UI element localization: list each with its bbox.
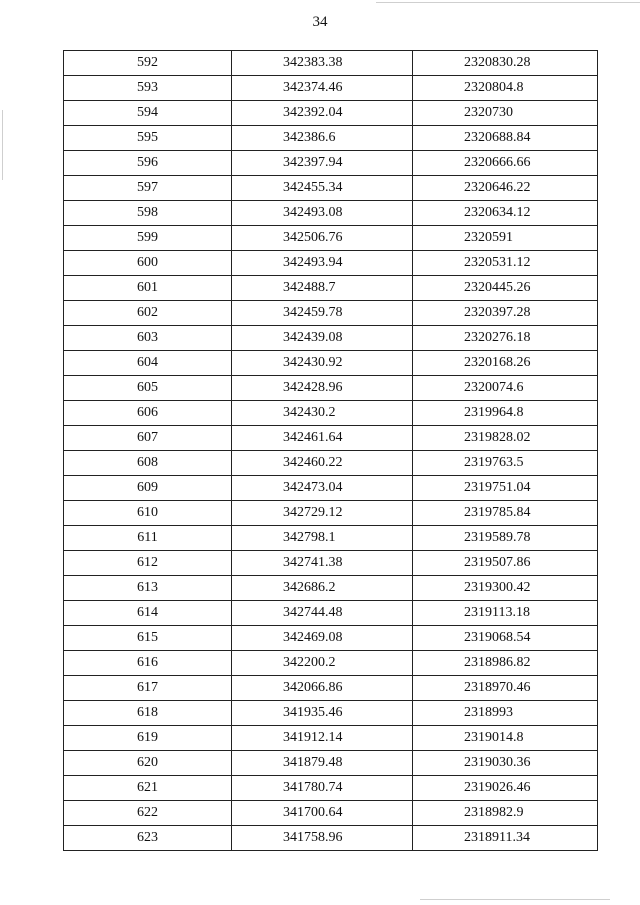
table-row bbox=[64, 201, 598, 226]
point-number-cell: 616 bbox=[64, 651, 232, 676]
table-row bbox=[64, 276, 598, 301]
point-number-cell: 617 bbox=[64, 676, 232, 701]
x-coordinate-cell: 341758.96 bbox=[232, 826, 413, 851]
y-coordinate-cell: 2320074.6 bbox=[413, 376, 598, 401]
x-coordinate-cell: 342469.08 bbox=[232, 626, 413, 651]
table-row bbox=[64, 126, 598, 151]
point-number-cell: 600 bbox=[64, 251, 232, 276]
y-coordinate-cell: 2320445.26 bbox=[413, 276, 598, 301]
y-coordinate-cell: 2319026.46 bbox=[413, 776, 598, 801]
x-coordinate-cell: 342460.22 bbox=[232, 451, 413, 476]
point-number-cell: 613 bbox=[64, 576, 232, 601]
table-row bbox=[64, 526, 598, 551]
scan-edge-line-top bbox=[376, 2, 640, 3]
y-coordinate-cell: 2320730 bbox=[413, 101, 598, 126]
point-number-cell: 596 bbox=[64, 151, 232, 176]
table-row bbox=[64, 76, 598, 101]
x-coordinate-cell: 341879.48 bbox=[232, 751, 413, 776]
point-number-cell: 602 bbox=[64, 301, 232, 326]
y-coordinate-cell: 2320634.12 bbox=[413, 201, 598, 226]
y-coordinate-cell: 2319030.36 bbox=[413, 751, 598, 776]
point-number-cell: 593 bbox=[64, 76, 232, 101]
y-coordinate-cell: 2319113.18 bbox=[413, 601, 598, 626]
y-coordinate-cell: 2320646.22 bbox=[413, 176, 598, 201]
x-coordinate-cell: 342200.2 bbox=[232, 651, 413, 676]
x-coordinate-cell: 342473.04 bbox=[232, 476, 413, 501]
x-coordinate-cell: 342744.48 bbox=[232, 601, 413, 626]
table-row bbox=[64, 576, 598, 601]
x-coordinate-cell: 341912.14 bbox=[232, 726, 413, 751]
point-number-cell: 603 bbox=[64, 326, 232, 351]
y-coordinate-cell: 2320666.66 bbox=[413, 151, 598, 176]
point-number-cell: 606 bbox=[64, 401, 232, 426]
x-coordinate-cell: 342686.2 bbox=[232, 576, 413, 601]
y-coordinate-cell: 2318970.46 bbox=[413, 676, 598, 701]
point-number-cell: 601 bbox=[64, 276, 232, 301]
point-number-cell: 621 bbox=[64, 776, 232, 801]
point-number-cell: 604 bbox=[64, 351, 232, 376]
table-row bbox=[64, 176, 598, 201]
y-coordinate-cell: 2320397.28 bbox=[413, 301, 598, 326]
y-coordinate-cell: 2319014.8 bbox=[413, 726, 598, 751]
point-number-cell: 611 bbox=[64, 526, 232, 551]
table-row bbox=[64, 251, 598, 276]
y-coordinate-cell: 2319300.42 bbox=[413, 576, 598, 601]
y-coordinate-cell: 2319068.54 bbox=[413, 626, 598, 651]
page-number: 34 bbox=[312, 14, 328, 30]
y-coordinate-cell: 2320276.18 bbox=[413, 326, 598, 351]
x-coordinate-cell: 342493.94 bbox=[232, 251, 413, 276]
y-coordinate-cell: 2320688.84 bbox=[413, 126, 598, 151]
y-coordinate-cell: 2319751.04 bbox=[413, 476, 598, 501]
table-row bbox=[64, 701, 598, 726]
y-coordinate-cell: 2319763.5 bbox=[413, 451, 598, 476]
y-coordinate-cell: 2318993 bbox=[413, 701, 598, 726]
x-coordinate-cell: 342374.46 bbox=[232, 76, 413, 101]
table-row bbox=[64, 51, 598, 76]
x-coordinate-cell: 341780.74 bbox=[232, 776, 413, 801]
y-coordinate-cell: 2318911.34 bbox=[413, 826, 598, 851]
x-coordinate-cell: 342386.6 bbox=[232, 126, 413, 151]
point-number-cell: 592 bbox=[64, 51, 232, 76]
point-number-cell: 605 bbox=[64, 376, 232, 401]
table-row bbox=[64, 401, 598, 426]
table-row bbox=[64, 801, 598, 826]
y-coordinate-cell: 2318982.9 bbox=[413, 801, 598, 826]
scan-edge-line-left bbox=[2, 110, 3, 180]
point-number-cell: 595 bbox=[64, 126, 232, 151]
point-number-cell: 607 bbox=[64, 426, 232, 451]
y-coordinate-cell: 2320531.12 bbox=[413, 251, 598, 276]
point-number-cell: 620 bbox=[64, 751, 232, 776]
y-coordinate-cell: 2319828.02 bbox=[413, 426, 598, 451]
x-coordinate-cell: 342798.1 bbox=[232, 526, 413, 551]
table-row bbox=[64, 651, 598, 676]
x-coordinate-cell: 342506.76 bbox=[232, 226, 413, 251]
coordinates-table bbox=[63, 50, 598, 851]
point-number-cell: 622 bbox=[64, 801, 232, 826]
y-coordinate-cell: 2320830.28 bbox=[413, 51, 598, 76]
x-coordinate-cell: 342455.34 bbox=[232, 176, 413, 201]
point-number-cell: 597 bbox=[64, 176, 232, 201]
table-row bbox=[64, 426, 598, 451]
table-row bbox=[64, 601, 598, 626]
table-body bbox=[64, 51, 598, 851]
x-coordinate-cell: 342430.92 bbox=[232, 351, 413, 376]
x-coordinate-cell: 342439.08 bbox=[232, 326, 413, 351]
x-coordinate-cell: 342397.94 bbox=[232, 151, 413, 176]
table-row bbox=[64, 476, 598, 501]
y-coordinate-cell: 2320591 bbox=[413, 226, 598, 251]
table-row bbox=[64, 751, 598, 776]
y-coordinate-cell: 2319785.84 bbox=[413, 501, 598, 526]
x-coordinate-cell: 341700.64 bbox=[232, 801, 413, 826]
x-coordinate-cell: 342459.78 bbox=[232, 301, 413, 326]
table-row bbox=[64, 351, 598, 376]
point-number-cell: 599 bbox=[64, 226, 232, 251]
y-coordinate-cell: 2320804.8 bbox=[413, 76, 598, 101]
x-coordinate-cell: 342461.64 bbox=[232, 426, 413, 451]
scan-edge-line-bottom bbox=[420, 899, 610, 900]
y-coordinate-cell: 2319964.8 bbox=[413, 401, 598, 426]
x-coordinate-cell: 342741.38 bbox=[232, 551, 413, 576]
point-number-cell: 612 bbox=[64, 551, 232, 576]
point-number-cell: 610 bbox=[64, 501, 232, 526]
point-number-cell: 598 bbox=[64, 201, 232, 226]
x-coordinate-cell: 342729.12 bbox=[232, 501, 413, 526]
x-coordinate-cell: 342430.2 bbox=[232, 401, 413, 426]
x-coordinate-cell: 342392.04 bbox=[232, 101, 413, 126]
table-row bbox=[64, 326, 598, 351]
point-number-cell: 614 bbox=[64, 601, 232, 626]
table-row bbox=[64, 776, 598, 801]
point-number-cell: 615 bbox=[64, 626, 232, 651]
point-number-cell: 623 bbox=[64, 826, 232, 851]
table-row bbox=[64, 726, 598, 751]
table-row bbox=[64, 101, 598, 126]
table-row bbox=[64, 826, 598, 851]
point-number-cell: 608 bbox=[64, 451, 232, 476]
x-coordinate-cell: 341935.46 bbox=[232, 701, 413, 726]
point-number-cell: 594 bbox=[64, 101, 232, 126]
point-number-cell: 619 bbox=[64, 726, 232, 751]
x-coordinate-cell: 342066.86 bbox=[232, 676, 413, 701]
y-coordinate-cell: 2319507.86 bbox=[413, 551, 598, 576]
x-coordinate-cell: 342428.96 bbox=[232, 376, 413, 401]
table-row bbox=[64, 376, 598, 401]
table-row bbox=[64, 626, 598, 651]
y-coordinate-cell: 2318986.82 bbox=[413, 651, 598, 676]
x-coordinate-cell: 342383.38 bbox=[232, 51, 413, 76]
point-number-cell: 609 bbox=[64, 476, 232, 501]
table-row bbox=[64, 151, 598, 176]
x-coordinate-cell: 342488.7 bbox=[232, 276, 413, 301]
table-row bbox=[64, 451, 598, 476]
table-row bbox=[64, 301, 598, 326]
y-coordinate-cell: 2319589.78 bbox=[413, 526, 598, 551]
x-coordinate-cell: 342493.08 bbox=[232, 201, 413, 226]
y-coordinate-cell: 2320168.26 bbox=[413, 351, 598, 376]
table-row bbox=[64, 676, 598, 701]
point-number-cell: 618 bbox=[64, 701, 232, 726]
table-row bbox=[64, 501, 598, 526]
table-row bbox=[64, 226, 598, 251]
table-row bbox=[64, 551, 598, 576]
